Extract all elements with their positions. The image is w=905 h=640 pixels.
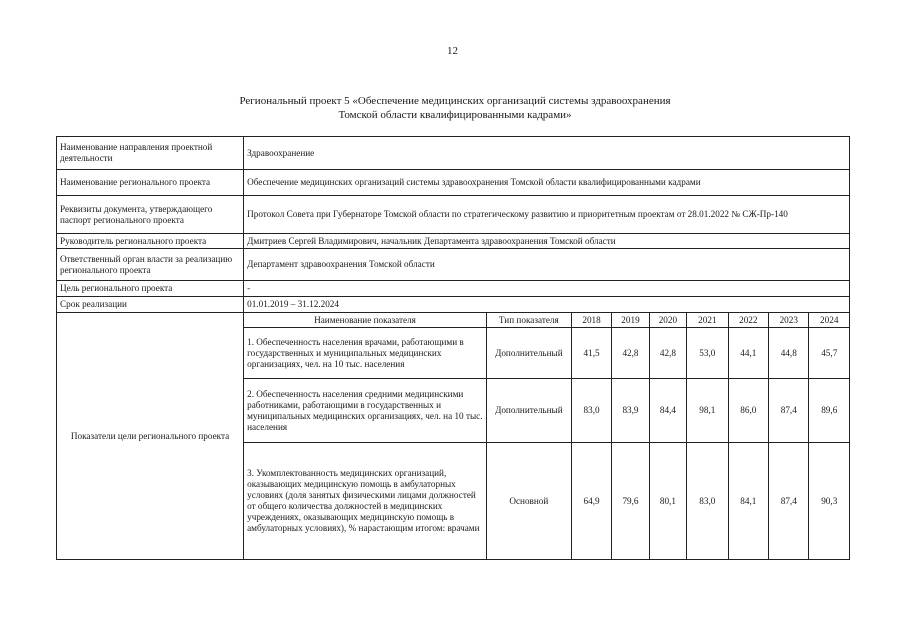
header-year: 2018	[571, 313, 611, 328]
project-passport-table	[56, 136, 850, 560]
header-year: 2022	[728, 313, 768, 328]
project-name-label: Наименование регионального проекта	[57, 170, 244, 196]
indicator-name: 2. Обеспеченность населения средними медицинскими работниками, работающими в государственных и муниципальных медицинских организациях, чел. на 10 тыс. населения	[244, 379, 487, 443]
indicator-value: 44,8	[769, 328, 809, 379]
title-line-1: Региональный проект 5 «Обеспечение медицинских организаций системы здравоохранения	[239, 95, 671, 107]
indicator-name: 3. Укомплектованность медицинских организаций, оказывающих медицинскую помощь в амбулаторных условиях (доля занятых физическими лицами должностей от общего количества должностей в медицинских учреждениях, оказывающих медицинскую помощь в амбулаторных условиях), % нарастающим итогом: врачами	[244, 443, 487, 560]
authority-value: Департамент здравоохранения Томской области	[244, 249, 850, 281]
row-document	[57, 196, 850, 234]
row-term	[57, 297, 850, 313]
head-label: Руководитель регионального проекта	[57, 234, 244, 249]
row-head	[57, 234, 850, 249]
header-year: 2024	[809, 313, 850, 328]
indicator-value: 90,3	[809, 443, 850, 560]
row-goal	[57, 281, 850, 297]
page-number: 12	[447, 45, 458, 57]
indicator-value: 98,1	[687, 379, 728, 443]
goal-label: Цель регионального проекта	[57, 281, 244, 297]
term-label: Срок реализации	[57, 297, 244, 313]
title-line-2: Томской области квалифицированными кадрами»	[338, 109, 572, 121]
document-value: Протокол Совета при Губернаторе Томской области по стратегическому развитию и приоритетным проектам от 28.01.2022 № СЖ-Пр-140	[244, 196, 850, 234]
header-indicator-name: Наименование показателя	[244, 313, 487, 328]
indicator-value: 41,5	[571, 328, 611, 379]
page-title	[60, 94, 850, 122]
indicator-value: 42,8	[649, 328, 686, 379]
row-authority	[57, 249, 850, 281]
indicator-header-row	[57, 313, 850, 328]
indicator-name: 1. Обеспеченность населения врачами, работающими в государственных и муниципальных медицинских организациях, чел. на 10 тыс. населения	[244, 328, 487, 379]
indicator-value: 44,1	[728, 328, 768, 379]
indicator-value: 83,0	[687, 443, 728, 560]
indicator-type: Дополнительный	[486, 379, 571, 443]
indicator-value: 80,1	[649, 443, 686, 560]
row-direction	[57, 137, 850, 170]
indicator-value: 86,0	[728, 379, 768, 443]
indicator-value: 84,1	[728, 443, 768, 560]
indicator-value: 83,0	[571, 379, 611, 443]
indicator-value: 79,6	[612, 443, 649, 560]
indicator-value: 64,9	[571, 443, 611, 560]
direction-value: Здравоохранение	[244, 137, 850, 170]
row-project-name	[57, 170, 850, 196]
indicator-value: 53,0	[687, 328, 728, 379]
indicator-type: Основной	[486, 443, 571, 560]
header-year: 2021	[687, 313, 728, 328]
indicator-value: 87,4	[769, 443, 809, 560]
indicators-section-label: Показатели цели регионального проекта	[57, 313, 244, 560]
header-year: 2023	[769, 313, 809, 328]
head-value: Дмитриев Сергей Владимирович, начальник Департамента здравоохранения Томской области	[244, 234, 850, 249]
indicator-value: 89,6	[809, 379, 850, 443]
authority-label: Ответственный орган власти за реализацию регионального проекта	[57, 249, 244, 281]
indicator-value: 84,4	[649, 379, 686, 443]
indicator-value: 45,7	[809, 328, 850, 379]
project-name-value: Обеспечение медицинских организаций системы здравоохранения Томской области квалифицированными кадрами	[244, 170, 850, 196]
indicator-value: 83,9	[612, 379, 649, 443]
indicator-type: Дополнительный	[486, 328, 571, 379]
header-year: 2020	[649, 313, 686, 328]
header-indicator-type: Тип показателя	[486, 313, 571, 328]
document-label: Реквизиты документа, утверждающего паспорт регионального проекта	[57, 196, 244, 234]
direction-label: Наименование направления проектной деятельности	[57, 137, 244, 170]
header-year: 2019	[612, 313, 649, 328]
indicator-value: 87,4	[769, 379, 809, 443]
indicator-value: 42,8	[612, 328, 649, 379]
goal-value: -	[244, 281, 850, 297]
term-value: 01.01.2019 – 31.12.2024	[244, 297, 850, 313]
